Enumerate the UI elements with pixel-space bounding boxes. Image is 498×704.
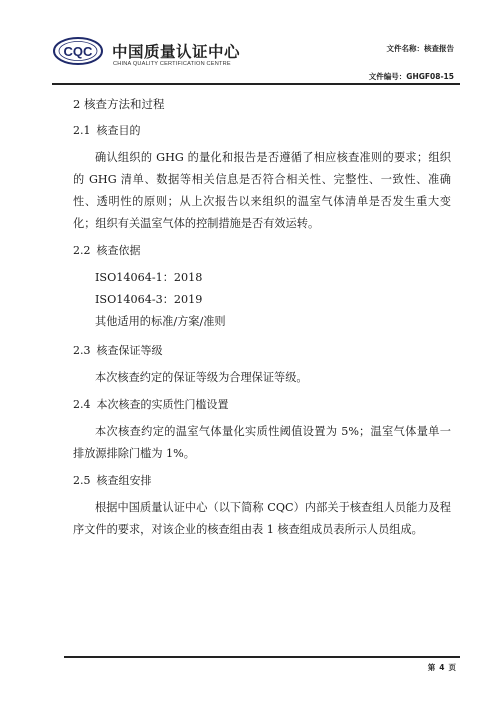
page-suffix: 页: [448, 663, 456, 672]
subsection-title: 核查保证等级: [96, 344, 163, 357]
footer-divider: [64, 656, 460, 658]
page-number-value: 4: [439, 663, 445, 672]
file-number: [369, 71, 454, 82]
paragraph: 确认组织的 GHG 的量化和报告是否遵循了相应核查准则的要求；组织的 GHG 清单、数据等相关信息是否符合相关性、完整性、一致性、准确性、透明性的原则；从上次报告以来组织的温室气体清单是否发生重大变化；组织有关温室气体的控制措施是否有效运转。: [73, 151, 451, 230]
subsection-heading: [73, 244, 451, 258]
section-title: 2 核查方法和过程: [73, 97, 165, 111]
page-number: [426, 662, 458, 673]
subsection-number: 2.5: [73, 474, 91, 487]
subsection-title: 本次核查的实质性门槛设置: [96, 398, 229, 411]
file-name-value: 核查报告: [424, 44, 454, 53]
page-prefix: 第: [427, 663, 436, 672]
subsection-title: 核查目的: [96, 124, 141, 137]
header-divider: [52, 83, 460, 85]
subsection-heading: [73, 474, 451, 488]
subsection-heading: [73, 344, 451, 358]
subsection-number: 2.3: [73, 344, 91, 357]
cqc-logo: [52, 36, 104, 66]
paragraph: 本次核查约定的温室气体量化实质性阈值设置为 5%；温室气体量单一排放源排除门槛为 1%。: [73, 425, 451, 460]
list-item: ISO14064-1：2018: [95, 271, 203, 284]
standards-list: [73, 267, 451, 333]
list-item: ISO14064-3：2019: [95, 293, 203, 306]
subsection-heading: [73, 124, 451, 138]
paragraph: 本次核查约定的保证等级为合理保证等级。: [95, 371, 308, 384]
subsection-title: 核查依据: [96, 244, 141, 257]
subsection-number: 2.2: [73, 244, 91, 257]
subsection-heading: [73, 398, 451, 412]
file-name-label: 文件名称：: [386, 44, 424, 53]
subsection-title: 核查组安排: [96, 474, 152, 487]
list-item: 其他适用的标准/方案/准则: [95, 315, 226, 328]
logo-text: CQC: [63, 44, 93, 59]
paragraph: 根据中国质量认证中心（以下简称 CQC）内部关于核查组人员能力及程序文件的要求，对该企业的核查组由表 1 核查组成员表所示人员组成。: [73, 501, 451, 536]
subsection-number: 2.1: [73, 124, 91, 137]
document-body: [73, 97, 451, 550]
organization-name-cn: 中国质量认证中心: [112, 43, 241, 61]
file-name: [387, 43, 455, 54]
file-number-value: GHGF08-15: [406, 72, 454, 81]
file-number-label: 文件编号：: [368, 72, 407, 81]
organization-name-en: CHINA QUALITY CERTIFICATION CENTRE: [113, 61, 231, 67]
subsection-number: 2.4: [73, 398, 91, 411]
page-header: [52, 30, 462, 82]
